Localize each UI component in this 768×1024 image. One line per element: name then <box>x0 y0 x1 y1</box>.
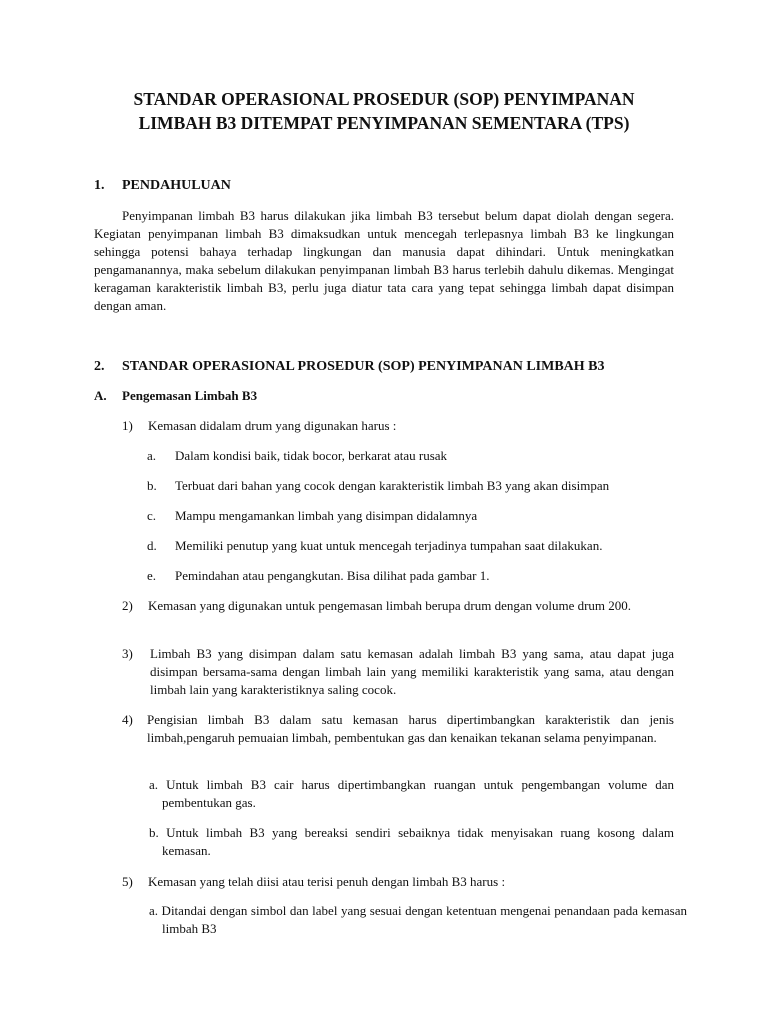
sub-item-text: Pemindahan atau pengangkutan. Bisa dilihat pada gambar 1. <box>175 568 490 583</box>
list-item <box>122 645 674 699</box>
section-title: STANDAR OPERASIONAL PROSEDUR (SOP) PENYIMPANAN LIMBAH B3 <box>122 359 605 374</box>
sub-list-item: a. Untuk limbah B3 cair harus dipertimbangkan ruangan untuk pengembangan volume dan pembentukan gas. <box>149 777 674 810</box>
item-text: Kemasan yang telah diisi atau terisi penuh dengan limbah B3 harus : <box>148 874 506 889</box>
sub-item-label: d. <box>147 538 157 553</box>
sub-item-label: e. <box>147 568 157 583</box>
section-title: PENDAHULUAN <box>122 178 231 193</box>
item-text: Limbah B3 yang disimpan dalam satu kemasan adalah limbah B3 yang sama, atau dapat juga disimpan bersama-sama dengan limbah lain yang memiliki karakteristik yang sama, atau dengan limbah lain yang karakteristiknya saling cocok. <box>150 646 674 697</box>
sub-item-label: b. <box>147 478 157 493</box>
item-text: Kemasan didalam drum yang digunakan harus : <box>148 418 397 433</box>
sub-item-text: Dalam kondisi baik, tidak bocor, berkarat atau rusak <box>175 448 448 463</box>
item-text: Pengisian limbah B3 dalam satu kemasan harus dipertimbangkan karakteristik dan jenis limbah,pengaruh pemuaian limbah, pembentukan gas dan kenaikan tekanan selama penyimpanan. <box>147 712 674 745</box>
subsection-label: A. <box>94 388 107 403</box>
sub-item-text: Mampu mengamankan limbah yang disimpan didalamnya <box>175 508 478 523</box>
item-number: 5) <box>122 874 133 889</box>
section-number: 1. <box>94 178 105 193</box>
intro-paragraph: Penyimpanan limbah B3 harus dilakukan jika limbah B3 tersebut belum dapat diolah dengan segera. Kegiatan penyimpanan limbah B3 dimaksudkan untuk mencegah terlepasnya limbah B3 ke lingkungan sehingga potensi bahaya terhadap lingkungan dan manusia dapat dihindari. Untuk meningkatkan pengamanannya, maka sebelum dilakukan penyimpanan limbah B3 harus terlebih dahulu dikemas. Mengingat keragaman karakteristik limbah B3, perlu juga diatur tata cara yang tepat sehingga limbah dapat disimpan dengan aman. <box>94 208 674 313</box>
item-number: 1) <box>122 418 133 433</box>
list-item <box>122 417 674 435</box>
subsection-title: Pengemasan Limbah B3 <box>122 388 258 403</box>
sub-item-text: Memiliki penutup yang kuat untuk mencegah terjadinya tumpahan saat dilakukan. <box>175 538 603 553</box>
sub-item-label: c. <box>147 508 157 523</box>
item-number: 3) <box>122 646 133 661</box>
sub-list-item: b. Untuk limbah B3 yang bereaksi sendiri sebaiknya tidak menyisakan ruang kosong dalam kemasan. <box>149 825 674 858</box>
list-item <box>122 711 674 747</box>
item-text: Kemasan yang digunakan untuk pengemasan limbah berupa drum dengan volume drum 200. <box>148 598 632 613</box>
item-number: 4) <box>122 712 133 727</box>
sub-item-text: Terbuat dari bahan yang cocok dengan karakteristik limbah B3 yang akan disimpan <box>175 478 610 493</box>
title-line-2: LIMBAH B3 DITEMPAT PENYIMPANAN SEMENTARA (TPS) <box>138 113 630 133</box>
item-number: 2) <box>122 598 133 613</box>
list-item <box>122 873 674 891</box>
sub-item-label: a. <box>147 448 157 463</box>
document-title <box>90 87 678 135</box>
title-line-1: STANDAR OPERASIONAL PROSEDUR (SOP) PENYIMPANAN <box>133 89 635 109</box>
sub-list-item: a. Ditandai dengan simbol dan label yang sesuai dengan ketentuan mengenai penandaan pada kemasan limbah B3 <box>149 903 687 936</box>
section-number: 2. <box>94 359 105 374</box>
list-item <box>122 597 674 615</box>
